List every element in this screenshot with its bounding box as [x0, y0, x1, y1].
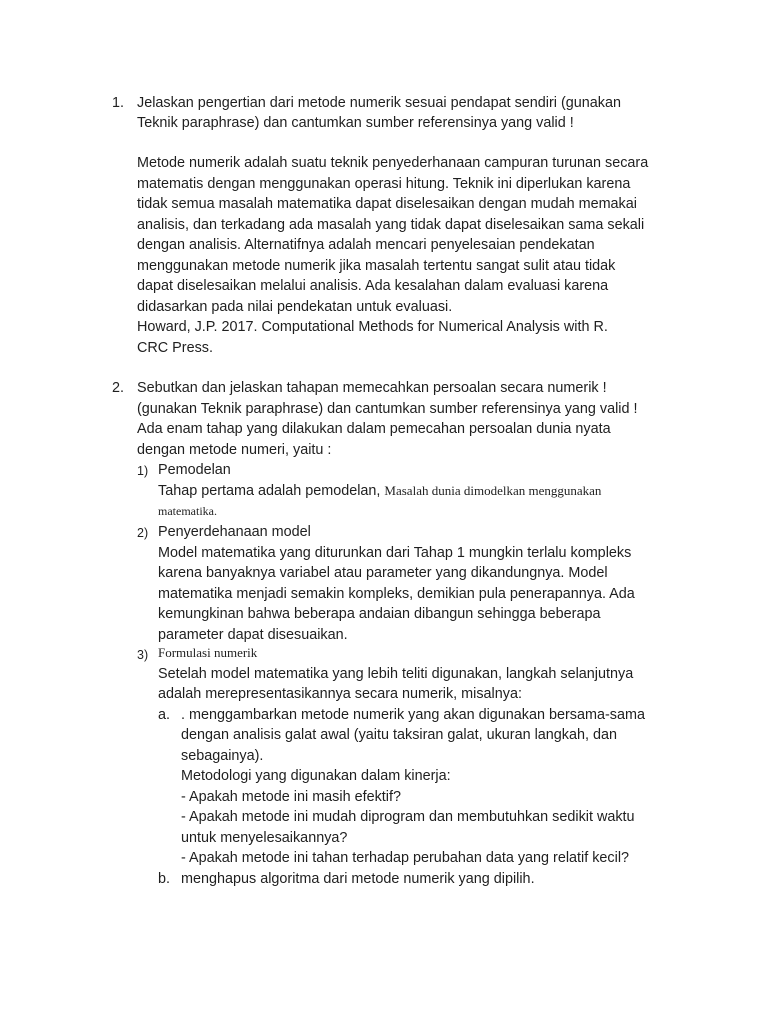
step-description-line: adalah merepresentasikannya secara numerik, misalnya:	[158, 686, 522, 702]
step-description-serif: Masalah dunia dimodelkan menggunakan	[384, 483, 602, 498]
reference-line: Howard, J.P. 2017. Computational Methods for Numerical Analysis with R.	[137, 319, 608, 335]
step-number: 2)	[137, 526, 149, 540]
sub-item-line: untuk menyelesaikannya?	[181, 830, 348, 846]
sub-item-line: menghapus algoritma dari metode numerik yang dipilih.	[181, 871, 535, 887]
step-number: 1)	[137, 464, 149, 478]
step-title: Formulasi numerik	[158, 645, 258, 660]
step-description-text: Tahap pertama adalah pemodelan,	[158, 483, 381, 499]
sub-item-line: - Apakah metode ini masih efektif?	[181, 789, 401, 805]
answer-line: Metode numerik adalah suatu teknik penyederhanaan campuran turunan secara	[137, 155, 649, 171]
intro-line: Ada enam tahap yang dilakukan dalam pemecahan persoalan dunia nyata	[137, 421, 611, 437]
step-description	[158, 481, 601, 501]
intro-line: dengan metode numeri, yaitu :	[137, 442, 332, 458]
question-text-line: Sebutkan dan jelaskan tahapan memecahkan persoalan secara numerik !	[137, 380, 607, 396]
answer-line: dapat diselesaikan melalui analisis. Ada kesalahan dalam evaluasi karena	[137, 278, 609, 294]
question-number: 1.	[112, 95, 125, 111]
step-description-line: kemungkinan bahwa beberapa andaian dibangun sehingga beberapa	[158, 606, 601, 622]
step-description-line: Model matematika yang diturunkan dari Tahap 1 mungkin terlalu kompleks	[158, 545, 632, 561]
step-title: Penyerdehanaan model	[158, 524, 311, 540]
step-description-serif: matematika.	[158, 504, 217, 518]
answer-line: menggunakan metode numerik jika masalah tertentu sangat sulit atau tidak	[137, 258, 616, 274]
step-description-line: matematika menjadi semakin kompleks, demikian pula penerapannya. Ada	[158, 586, 635, 602]
sub-item-marker: b.	[158, 871, 171, 887]
step-description-line: parameter dapat disesuaikan.	[158, 627, 348, 643]
answer-line: matematis dengan menggunakan operasi hitung. Teknik ini diperlukan karena	[137, 176, 631, 192]
answer-line: dengan analisis. Alternatifnya adalah mencari penyelesaian pendekatan	[137, 237, 595, 253]
sub-item-marker: a.	[158, 707, 171, 723]
step-number: 3)	[137, 648, 149, 662]
answer-line: analisis, dan terkadang ada masalah yang tidak dapat diselesaikan sama sekali	[137, 217, 645, 233]
sub-item-line: Metodologi yang digunakan dalam kinerja:	[181, 768, 451, 784]
sub-item-line: sebagainya).	[181, 748, 264, 764]
sub-item-line: - Apakah metode ini tahan terhadap perubahan data yang relatif kecil?	[181, 850, 630, 866]
question-text-line: Jelaskan pengertian dari metode numerik sesuai pendapat sendiri (gunakan	[137, 95, 621, 111]
reference-line: CRC Press.	[137, 340, 213, 356]
sub-item-line: dengan analisis galat awal (yaitu taksiran galat, ukuran langkah, dan	[181, 727, 617, 743]
question-number: 2.	[112, 380, 125, 396]
step-description-line: Setelah model matematika yang lebih teliti digunakan, langkah selanjutnya	[158, 666, 634, 682]
question-text-line: (gunakan Teknik paraphrase) dan cantumkan sumber referensinya yang valid !	[137, 401, 638, 417]
step-title: Pemodelan	[158, 462, 231, 478]
step-description-line: karena banyaknya variabel atau parameter yang dikandungnya. Model	[158, 565, 608, 581]
sub-item-line: - Apakah metode ini mudah diprogram dan membutuhkan sedikit waktu	[181, 809, 635, 825]
answer-line: didasarkan pada nilai pendekatan untuk evaluasi.	[137, 299, 453, 315]
question-text-line: Teknik paraphrase) dan cantumkan sumber referensinya yang valid !	[137, 115, 574, 131]
sub-item-line: . menggambarkan metode numerik yang akan digunakan bersama-sama	[181, 707, 645, 723]
answer-line: tidak semua masalah matematika dapat diselesaikan dengan mudah memakai	[137, 196, 637, 212]
